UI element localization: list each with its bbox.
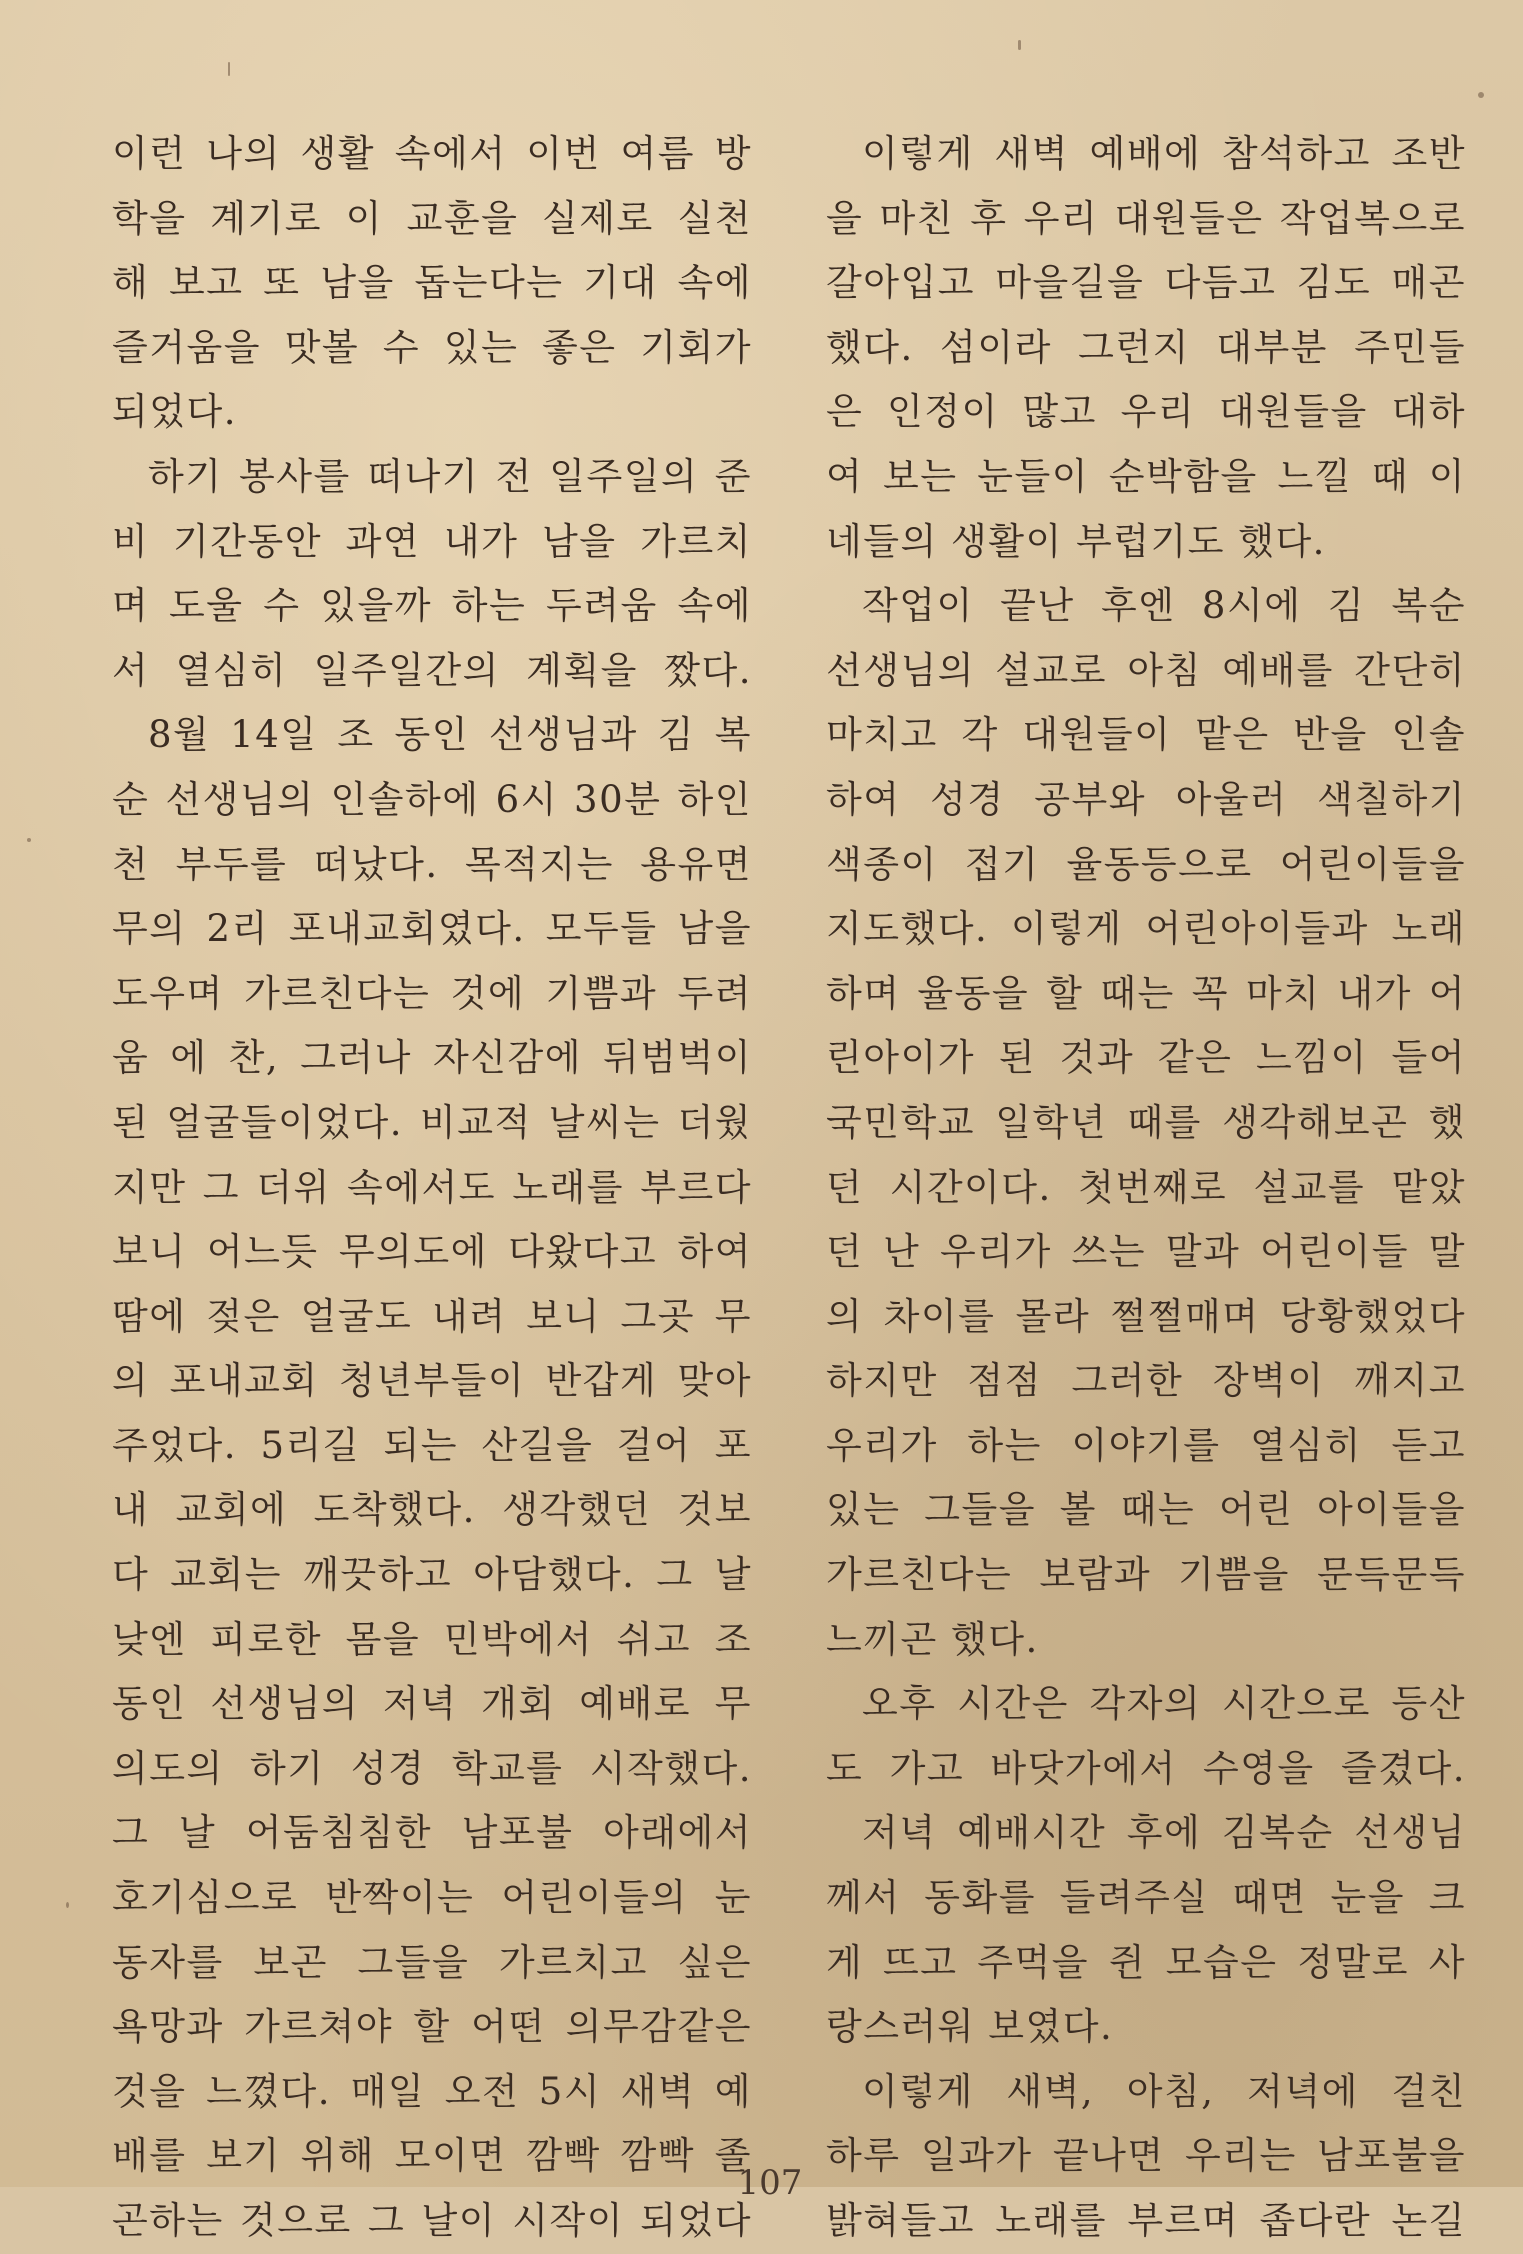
text-line: 여 보는 눈들이 순박함을 느낄 때 이 bbox=[826, 454, 1466, 498]
text-line: 네들의 생활이 부럽기도 했다. bbox=[826, 519, 1326, 563]
text-line: 되었다. bbox=[112, 390, 237, 434]
text-line: 무의 2리 포내교회였다. 모두들 남을 bbox=[112, 907, 752, 951]
text-line: 마치고 각 대원들이 맡은 반을 인솔 bbox=[826, 713, 1466, 757]
text-line: 움 에 찬, 그러나 자신감에 뒤범벅이 bbox=[112, 1036, 752, 1080]
text-line: 주었다. 5리길 되는 산길을 걸어 포 bbox=[112, 1423, 752, 1467]
text-line: 욕망과 가르쳐야 할 어떤 의무감같은 bbox=[112, 2005, 752, 2049]
text-line: 호기심으로 반짝이는 어린이들의 눈 bbox=[112, 1876, 752, 1920]
text-line: 도 가고 바닷가에서 수영을 즐겼다. bbox=[826, 1746, 1466, 1790]
text-line: 비 기간동안 과연 내가 남을 가르치 bbox=[112, 519, 752, 563]
text-line: 천 부두를 떠났다. 목적지는 용유면 bbox=[112, 842, 752, 886]
text-line: 동인 선생님의 저녁 개회 예배로 무 bbox=[112, 1682, 752, 1726]
text-line: 저녁 예배시간 후에 김복순 선생님 bbox=[862, 1811, 1466, 1855]
text-line: 의 차이를 몰라 쩔쩔매며 당황했었다 bbox=[826, 1294, 1466, 1338]
text-line: 그 날 어둠침침한 남포불 아래에서 bbox=[112, 1811, 752, 1855]
text-line: 랑스러워 보였다. bbox=[826, 2005, 1114, 2049]
text-line: 하루 일과가 끝나면 우리는 남포불을 bbox=[826, 2134, 1466, 2178]
text-line: 해 보고 또 남을 돕는다는 기대 속에 bbox=[112, 261, 752, 305]
paper-speck bbox=[27, 838, 31, 842]
text-line: 낮엔 피로한 몸을 민박에서 쉬고 조 bbox=[112, 1617, 752, 1661]
page-number: 107 bbox=[737, 2163, 803, 2203]
left-text-column bbox=[112, 122, 752, 2254]
text-line: 것을 느꼈다. 매일 오전 5시 새벽 예 bbox=[112, 2069, 752, 2113]
text-line: 8월 14일 조 동인 선생님과 김 복 bbox=[148, 713, 752, 757]
text-line: 이렇게 새벽, 아침, 저녁에 걸친 bbox=[862, 2069, 1466, 2113]
text-line: 순 선생님의 인솔하에 6시 30분 하인 bbox=[112, 777, 752, 821]
text-line: 가르친다는 보람과 기쁨을 문득문득 bbox=[826, 1553, 1466, 1597]
text-line: 이렇게 새벽 예배에 참석하고 조반 bbox=[862, 132, 1466, 175]
paper-speck bbox=[66, 1902, 69, 1908]
paper-speck bbox=[228, 62, 230, 76]
text-line: 곤하는 것으로 그 날이 시작이 되었다 bbox=[112, 2199, 752, 2242]
text-line: 했다. 섬이라 그런지 대부분 주민들 bbox=[826, 325, 1466, 369]
text-line: 보니 어느듯 무의도에 다왔다고 하여 bbox=[112, 1230, 752, 1274]
text-line: 내 교회에 도착했다. 생각했던 것보 bbox=[112, 1488, 752, 1532]
text-line: 땀에 젖은 얼굴도 내려 보니 그곳 무 bbox=[112, 1294, 752, 1338]
text-line: 작업이 끝난 후엔 8시에 김 복순 bbox=[862, 584, 1466, 628]
text-line: 던 난 우리가 쓰는 말과 어린이들 말 bbox=[826, 1230, 1466, 1274]
text-line: 하여 성경 공부와 아울러 색칠하기 bbox=[826, 777, 1466, 821]
text-line: 께서 동화를 들려주실 때면 눈을 크 bbox=[826, 1876, 1466, 1920]
text-line: 지도했다. 이렇게 어린아이들과 노래 bbox=[826, 907, 1466, 951]
paper-speck bbox=[1478, 92, 1484, 98]
text-line: 도우며 가르친다는 것에 기쁨과 두려 bbox=[112, 971, 752, 1015]
text-line: 린아이가 된 것과 같은 느낌이 들어 bbox=[826, 1036, 1466, 1080]
text-line: 하며 율동을 할 때는 꼭 마치 내가 어 bbox=[826, 971, 1466, 1015]
text-line: 배를 보기 위해 모이면 깜빡 깜빡 졸 bbox=[112, 2134, 752, 2178]
text-line: 즐거움을 맛볼 수 있는 좋은 기회가 bbox=[112, 325, 752, 369]
text-line: 동자를 보곤 그들을 가르치고 싶은 bbox=[112, 1940, 752, 1984]
text-line: 던 시간이다. 첫번째로 설교를 맡았 bbox=[826, 1165, 1466, 1209]
text-line: 다 교회는 깨끗하고 아담했다. 그 날 bbox=[112, 1553, 752, 1597]
text-line: 하지만 점점 그러한 장벽이 깨지고 bbox=[826, 1359, 1466, 1403]
text-line: 게 뜨고 주먹을 쥔 모습은 정말로 사 bbox=[826, 1940, 1466, 1984]
text-line: 서 열심히 일주일간의 계획을 짰다. bbox=[112, 648, 752, 692]
text-line: 우리가 하는 이야기를 열심히 듣고 bbox=[826, 1423, 1466, 1467]
text-line: 하기 봉사를 떠나기 전 일주일의 준 bbox=[148, 454, 752, 498]
paper-speck bbox=[1018, 40, 1021, 50]
text-line: 있는 그들을 볼 때는 어린 아이들을 bbox=[826, 1488, 1466, 1532]
text-line: 밝혀들고 노래를 부르며 좁다란 논길 bbox=[826, 2199, 1466, 2242]
text-line: 학을 계기로 이 교훈을 실제로 실천 bbox=[112, 196, 752, 240]
text-line: 느끼곤 했다. bbox=[826, 1617, 1039, 1661]
text-line: 의도의 하기 성경 학교를 시작했다. bbox=[112, 1746, 752, 1790]
text-line: 지만 그 더위 속에서도 노래를 부르다 bbox=[112, 1165, 752, 1209]
text-line: 이런 나의 생활 속에서 이번 여름 방 bbox=[112, 132, 752, 175]
text-line: 의 포내교회 청년부들이 반갑게 맞아 bbox=[112, 1359, 752, 1403]
text-line: 며 도울 수 있을까 하는 두려움 속에 bbox=[112, 584, 752, 628]
text-line: 은 인정이 많고 우리 대원들을 대하 bbox=[826, 390, 1466, 434]
text-line: 갈아입고 마을길을 다듬고 김도 매곤 bbox=[826, 261, 1466, 305]
right-text-column bbox=[826, 122, 1466, 2254]
text-line: 선생님의 설교로 아침 예배를 간단히 bbox=[826, 648, 1466, 692]
text-line: 을 마친 후 우리 대원들은 작업복으로 bbox=[826, 196, 1466, 240]
text-line: 색종이 접기 율동등으로 어린이들을 bbox=[826, 842, 1466, 886]
text-line: 국민학교 일학년 때를 생각해보곤 했 bbox=[826, 1100, 1466, 1144]
text-line: 오후 시간은 각자의 시간으로 등산 bbox=[862, 1682, 1466, 1726]
text-line: 된 얼굴들이었다. 비교적 날씨는 더웠 bbox=[112, 1100, 752, 1144]
